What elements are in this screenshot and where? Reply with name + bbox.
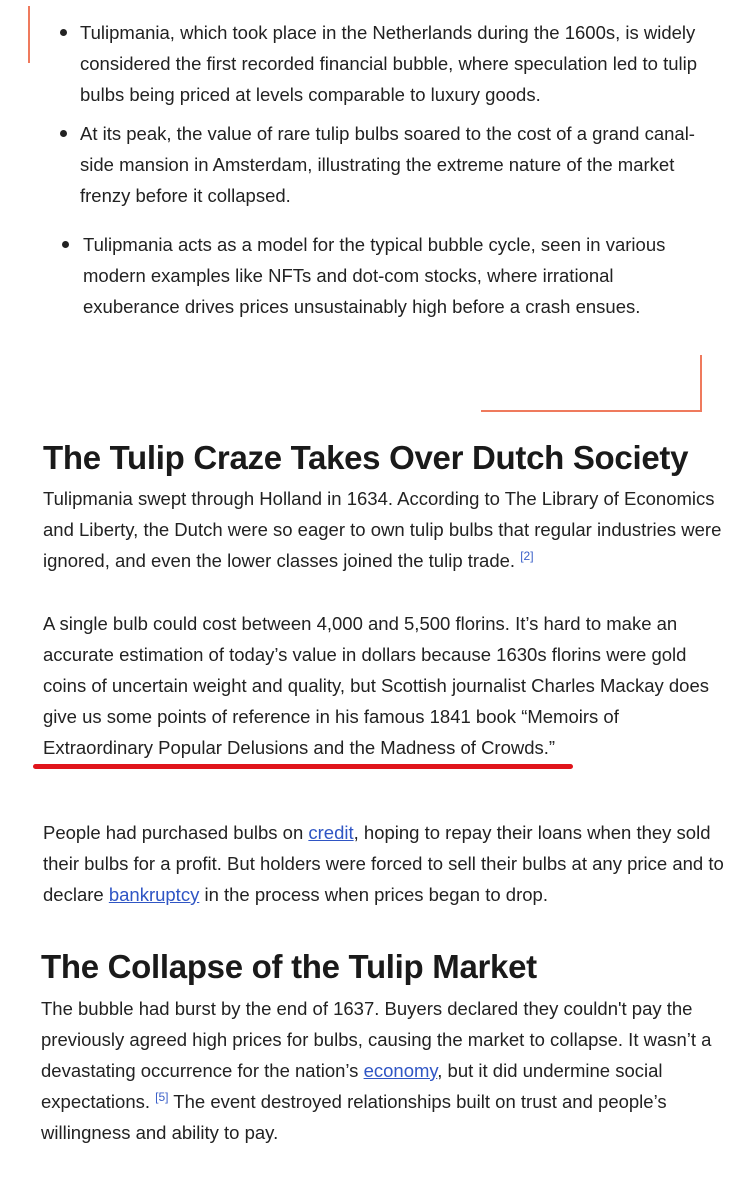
citation-link[interactable]: [5]	[155, 1089, 169, 1104]
paragraph-credit	[43, 817, 733, 910]
frame-corner-bottom-right	[700, 355, 702, 411]
paragraph-bulb-price: A single bulb could cost between 4,000 and 5,500 florins. It’s hard to make an accurate estimation of today’s value in dollars because 1630s florins were gold coins of uncertain weight and quality, but Scottish journalist Charles Mackay does give us some points of reference in his famous 1841 book “Memoirs of Extraordinary Popular Delusions and the Madness of Crowds.”	[43, 613, 710, 758]
paragraph-text: , but it did undermine social expectations.	[41, 1060, 663, 1112]
takeaway-item	[0, 17, 700, 110]
bankruptcy-link[interactable]: bankruptcy	[108, 884, 200, 905]
bullet-icon	[60, 29, 67, 36]
annotation-underline	[33, 764, 573, 769]
bullet-icon	[62, 241, 69, 248]
citation-link[interactable]: [2]	[520, 548, 534, 563]
key-takeaways-list	[0, 17, 700, 322]
paragraph-craze-intro	[43, 483, 733, 576]
paragraph-text: The bubble had burst by the end of 1637. Buyers declared they couldn't pay the previously agreed high prices for bulbs, causing the market to collapse. It wasn’t a devastating occurrence for the nation’s	[41, 998, 712, 1081]
paragraph-text: in the process when prices began to drop.	[199, 884, 548, 905]
takeaway-text: Tulipmania acts as a model for the typical bubble cycle, seen in various modern examples like NFTs and dot-com stocks, where irrational exuberance drives prices unsustainably high before a crash ensues.	[83, 234, 666, 317]
paragraph-text: , hoping to repay their loans when they sold their bulbs for a profit. But holders were forced to sell their bulbs at any price and to declare	[43, 822, 724, 905]
section-heading-tulip-craze: The Tulip Craze Takes Over Dutch Society	[43, 439, 689, 476]
section-heading-collapse: The Collapse of the Tulip Market	[41, 948, 537, 985]
bullet-icon	[60, 130, 67, 137]
economy-link[interactable]: economy	[363, 1060, 438, 1081]
takeaway-item	[0, 118, 700, 211]
takeaway-item	[0, 229, 700, 322]
frame-corner-bottom-right-line	[481, 410, 702, 412]
takeaway-text: At its peak, the value of rare tulip bulbs soared to the cost of a grand canal-side mansion in Amsterdam, illustrating the extreme nature of the market frenzy before it collapsed.	[80, 123, 695, 206]
paragraph-text: Tulipmania swept through Holland in 1634. According to The Library of Economics and Liberty, the Dutch were so eager to own tulip bulbs that regular industries were ignored, and even the lower classes joined the tulip trade.	[43, 488, 722, 571]
takeaway-text: Tulipmania, which took place in the Netherlands during the 1600s, is widely considered the first recorded financial bubble, where speculation led to tulip bulbs being priced at levels comparable to luxury goods.	[80, 22, 698, 105]
credit-link[interactable]: credit	[308, 822, 354, 843]
paragraph-text: People had purchased bulbs on	[43, 822, 309, 843]
paragraph-collapse	[41, 993, 741, 1148]
paragraph-text: The event destroyed relationships built on trust and people’s willingness and ability to pay.	[41, 1091, 667, 1143]
